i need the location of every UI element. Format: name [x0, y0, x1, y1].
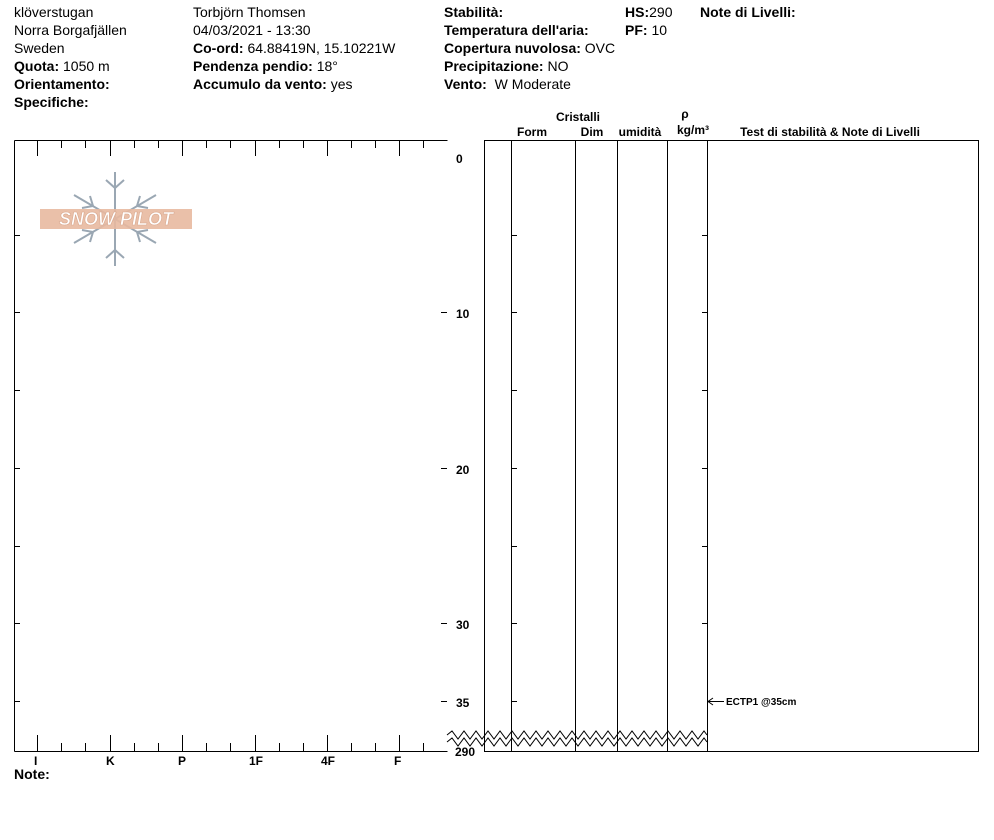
wind-loading-value: yes: [330, 76, 353, 92]
pf-value: 10: [651, 22, 668, 38]
depth-label-bottom: 290: [455, 745, 476, 759]
precip-label: Precipitazione:: [444, 58, 544, 74]
hardness-label-k: K: [106, 754, 115, 768]
tests-header: Test di stabilità & Note di Livelli: [740, 125, 920, 139]
observer-name: Torbjörn Thomsen: [193, 4, 306, 20]
moisture-header: umidità: [618, 125, 662, 139]
crystals-header: Cristalli: [555, 110, 600, 124]
hardness-label-4f: 4F: [321, 754, 336, 768]
layer-notes-label: Note di Livelli:: [700, 4, 796, 20]
density-symbol: ρ: [681, 107, 689, 121]
hardness-label-1f: 1F: [249, 754, 264, 768]
watermark-text: SNOW PILOT: [59, 209, 173, 229]
pf-label: PF:: [625, 22, 648, 38]
sky-value: OVC: [584, 40, 616, 56]
snowpilot-watermark: [40, 172, 192, 266]
location-name: klöverstugan: [14, 4, 94, 20]
coord-label: Co-ord:: [193, 40, 244, 56]
depth-label-35: 35: [456, 696, 470, 710]
region-name: Norra Borgafjällen: [14, 22, 127, 38]
size-header: Dim: [580, 125, 604, 139]
air-temp-label: Temperatura dell'aria:: [444, 22, 589, 38]
stability-test-result: ECTP1 @35cm: [726, 697, 797, 708]
coord-value: 64.88419N, 15.10221W: [247, 40, 396, 56]
slope-value: 18°: [316, 58, 338, 74]
aspect-label: Orientamento:: [14, 76, 110, 92]
wind-loading-label: Accumulo da vento:: [193, 76, 327, 92]
wind-value: W Moderate: [494, 76, 571, 92]
depth-label-10: 10: [456, 307, 470, 321]
sky-label: Copertura nuvolosa:: [444, 40, 581, 56]
hardness-label-f: F: [394, 754, 402, 768]
elevation-label: Quota:: [14, 58, 60, 74]
hs-value: 290: [649, 4, 673, 20]
specifics-label: Specifiche:: [14, 94, 89, 110]
wind-label: Vento:: [444, 76, 487, 92]
depth-label-20: 20: [456, 463, 470, 477]
hardness-label-p: P: [178, 754, 187, 768]
hs-label: HS:: [625, 4, 650, 20]
test-arrow-icon: [708, 698, 724, 705]
form-header: Form: [517, 125, 547, 139]
elevation-value: 1050 m: [63, 58, 110, 74]
notes-label: Note:: [14, 766, 50, 782]
slope-label: Pendenza pendio:: [193, 58, 313, 74]
hardness-label-i: I: [34, 754, 38, 768]
density-unit: kg/m³: [676, 123, 709, 137]
country-name: Sweden: [14, 40, 65, 56]
stability-label: Stabilità:: [444, 4, 504, 20]
observation-datetime: 04/03/2021 - 13:30: [193, 22, 311, 38]
depth-label-0: 0: [456, 152, 463, 166]
depth-label-30: 30: [456, 618, 470, 632]
precip-value: NO: [547, 58, 569, 74]
